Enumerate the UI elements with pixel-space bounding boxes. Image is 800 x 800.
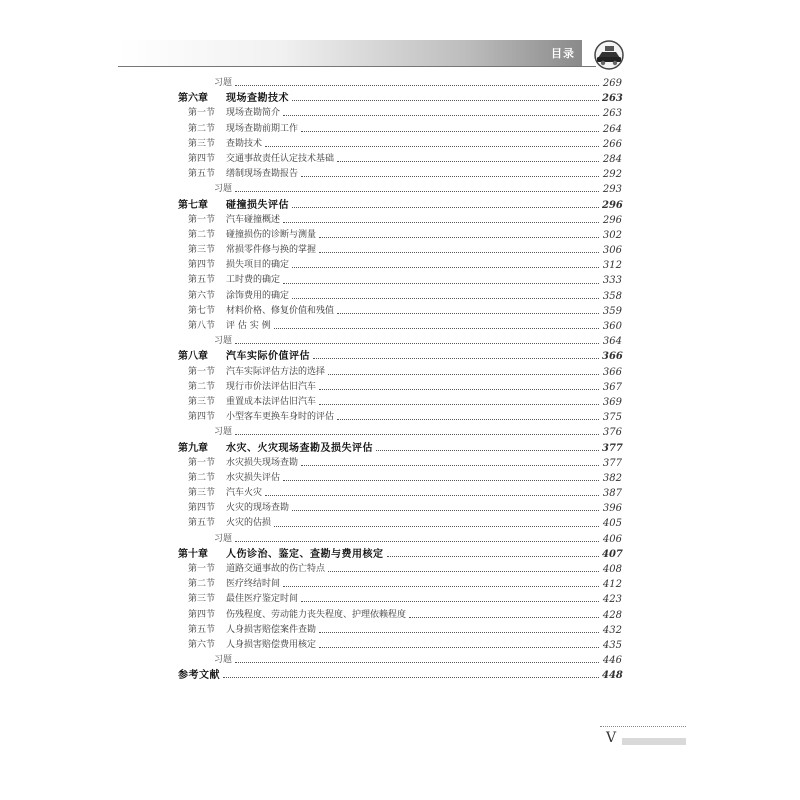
dot-leader	[319, 252, 599, 253]
toc-section-row	[178, 608, 622, 623]
dot-leader	[301, 465, 599, 466]
car-logo-icon	[592, 40, 626, 70]
dot-leader	[283, 586, 599, 587]
dot-leader	[235, 343, 599, 344]
dot-leader	[337, 419, 599, 420]
toc-chapter-row	[178, 441, 622, 456]
toc-entry-number: 第五节	[188, 518, 216, 529]
footer-dotted-rule	[600, 726, 686, 727]
dot-leader	[274, 526, 599, 527]
toc-entry-title: 习题	[214, 336, 233, 347]
toc-entry-title: 碰撞损伤的诊断与测量	[226, 229, 317, 240]
toc-entry-title: 习题	[214, 655, 233, 666]
toc-page-number: 364	[602, 336, 622, 348]
toc-entry-title: 缮制现场查勘报告	[226, 169, 299, 180]
dot-leader	[301, 176, 599, 177]
toc-section-row	[178, 137, 622, 152]
toc-entry-title: 道路交通事故的伤亡特点	[226, 564, 326, 574]
toc-section-row	[178, 562, 622, 577]
dot-leader	[223, 677, 599, 678]
toc-entry-number: 第三节	[188, 138, 216, 149]
toc-entry-number: 第三节	[188, 245, 216, 256]
toc-entry-title: 水灾损失评估	[226, 472, 281, 483]
toc-entry-number: 第二节	[188, 123, 216, 134]
toc-section-row	[178, 410, 622, 425]
toc-section-row	[178, 486, 622, 501]
toc-section-row	[178, 623, 622, 638]
dot-leader	[301, 601, 599, 602]
toc-entry-number: 第四节	[188, 412, 216, 423]
toc-page-number: 292	[602, 169, 622, 181]
dot-leader	[292, 207, 599, 208]
dot-leader	[235, 191, 599, 192]
toc-page-number: 293	[602, 184, 622, 196]
toc-entry-title: 汽车火灾	[226, 488, 263, 499]
toc-entry-number: 第二节	[188, 472, 216, 483]
toc-entry-number: 第八节	[188, 321, 216, 331]
toc-section-row	[178, 592, 622, 607]
toc-entry-title: 常损零件修与换的掌握	[226, 245, 317, 256]
toc-page-number: 428	[602, 609, 622, 621]
toc-page-number: 269	[602, 78, 622, 89]
dot-leader	[265, 146, 599, 147]
dot-leader	[235, 541, 599, 542]
toc-page-number: 284	[602, 153, 622, 165]
toc-entry-number: 第五节	[188, 169, 216, 180]
dot-leader	[319, 237, 599, 238]
dot-leader	[328, 571, 599, 572]
toc-section-row	[178, 638, 622, 653]
toc-entry-title: 人身损害赔偿案件查勘	[226, 624, 317, 635]
toc-entry-number: 第一节	[188, 214, 216, 225]
toc-page-number: 360	[602, 321, 622, 332]
toc-section-row	[178, 319, 622, 334]
toc-section-row	[178, 289, 622, 304]
toc-entry-title: 现场查勘前期工作	[226, 123, 299, 134]
toc-section-row	[178, 516, 622, 531]
toc-entry-number: 第三节	[188, 488, 216, 499]
toc-entry-title: 人身损害赔偿费用核定	[226, 639, 317, 650]
dot-leader	[235, 434, 599, 435]
page-number: V	[606, 730, 617, 746]
dot-leader	[319, 647, 599, 648]
toc-entry-number: 第四节	[188, 609, 216, 620]
toc-section-row	[178, 304, 622, 319]
table-of-contents	[178, 76, 622, 684]
toc-entry-title: 汽车实际价值评估	[226, 351, 310, 363]
toc-entry-title: 评 估 实 例	[226, 321, 271, 331]
toc-section-row	[178, 152, 622, 167]
toc-chapter-row	[178, 91, 622, 106]
toc-entry-number: 第一节	[188, 108, 216, 119]
toc-entry-title: 小型客车更换车身时的评估	[226, 412, 335, 423]
toc-entry-number: 第五节	[188, 624, 216, 635]
toc-page-number: 296	[602, 214, 622, 226]
toc-entry-title: 伤残程度、劳动能力丧失程度、护理依赖程度	[226, 609, 407, 620]
footer-bar	[622, 738, 686, 745]
toc-section-row	[178, 122, 622, 137]
dot-leader	[319, 389, 599, 390]
toc-section-row	[178, 243, 622, 258]
toc-entry-title: 现场查勘简介	[226, 108, 281, 119]
toc-entry-number: 第一节	[188, 457, 216, 468]
dot-leader	[301, 131, 599, 132]
toc-entry-number: 第五节	[188, 275, 216, 286]
toc-section-row	[178, 577, 622, 592]
toc-page-number: 405	[602, 518, 622, 530]
toc-page-number: 446	[602, 655, 622, 667]
toc-page-number: 375	[602, 412, 622, 424]
dot-leader	[292, 100, 599, 101]
toc-page-number: 382	[602, 472, 622, 484]
toc-page-number: 263	[602, 108, 622, 120]
toc-page-number: 367	[602, 381, 622, 393]
toc-entry-number: 第七章	[178, 199, 208, 211]
toc-page-number: 377	[602, 442, 623, 454]
toc-page-number: 412	[602, 579, 622, 591]
toc-entry-title: 人伤诊治、鉴定、查勘与费用核定	[226, 548, 384, 560]
dot-leader	[292, 510, 599, 511]
toc-page-number: 387	[602, 488, 622, 500]
toc-page-number: 333	[602, 275, 622, 287]
toc-page-number: 296	[602, 199, 623, 211]
toc-entry-number: 第六节	[188, 639, 216, 650]
toc-entry-title: 医疗终结时间	[226, 579, 281, 590]
toc-exercise-row	[178, 425, 622, 440]
dot-leader	[283, 115, 599, 116]
toc-entry-number: 第三节	[188, 396, 216, 407]
toc-exercise-row	[178, 76, 622, 91]
toc-section-row	[178, 471, 622, 486]
toc-entry-number: 第八章	[178, 351, 208, 363]
toc-section-row	[178, 106, 622, 121]
dot-leader	[313, 358, 599, 359]
page-header	[0, 40, 800, 70]
toc-entry-number: 第二节	[188, 229, 216, 240]
dot-leader	[283, 480, 599, 481]
toc-entry-number: 第六章	[178, 93, 208, 105]
dot-leader	[376, 450, 599, 451]
toc-entry-title: 习题	[214, 427, 233, 438]
toc-entry-title: 参考文献	[178, 670, 220, 682]
toc-entry-title: 汽车碰撞概述	[226, 214, 281, 225]
toc-entry-number: 第二节	[188, 381, 216, 392]
dot-leader	[319, 404, 599, 405]
toc-section-row	[178, 167, 622, 182]
toc-entry-title: 材料价格、修复价值和残值	[226, 305, 335, 316]
toc-entry-number: 第二节	[188, 579, 216, 590]
toc-chapter-row	[178, 668, 622, 683]
toc-page-number: 264	[602, 123, 622, 135]
toc-chapter-row	[178, 547, 622, 562]
toc-exercise-row	[178, 182, 622, 197]
dot-leader	[292, 267, 599, 268]
toc-entry-title: 工时费的确定	[226, 275, 281, 286]
toc-section-row	[178, 395, 622, 410]
dot-leader	[283, 283, 599, 284]
toc-entry-number: 第一节	[188, 366, 216, 377]
dot-leader	[265, 495, 599, 496]
toc-entry-title: 查勘技术	[226, 138, 263, 149]
toc-page-number: 358	[602, 290, 622, 302]
toc-entry-number: 第六节	[188, 290, 216, 301]
toc-entry-number: 第四节	[188, 503, 216, 514]
toc-page-number: 377	[602, 457, 622, 469]
dot-leader	[409, 617, 599, 618]
toc-entry-title: 习题	[214, 533, 233, 544]
toc-entry-number: 第七节	[188, 305, 216, 316]
toc-page-number: 306	[602, 245, 622, 257]
dot-leader	[292, 298, 599, 299]
toc-page-number: 366	[602, 351, 623, 363]
toc-entry-number: 第三节	[188, 594, 216, 605]
toc-page-number: 408	[602, 564, 622, 575]
toc-page-number: 432	[602, 624, 622, 636]
toc-section-row	[178, 380, 622, 395]
toc-entry-title: 汽车实际评估方法的选择	[226, 366, 326, 377]
toc-page-number: 266	[602, 138, 622, 150]
toc-page-number: 435	[602, 639, 622, 651]
toc-page-number: 407	[602, 548, 623, 560]
toc-section-row	[178, 213, 622, 228]
toc-entry-title: 交通事故责任认定技术基础	[226, 153, 335, 164]
dot-leader	[235, 662, 599, 663]
toc-entry-number: 第九章	[178, 442, 208, 454]
header-title: 目录	[551, 47, 575, 60]
toc-entry-title: 水灾损失现场查勘	[226, 457, 299, 468]
toc-exercise-row	[178, 334, 622, 349]
toc-chapter-row	[178, 349, 622, 364]
header-rule	[118, 66, 596, 67]
toc-section-row	[178, 258, 622, 273]
toc-entry-number: 第一节	[188, 564, 216, 574]
dot-leader	[319, 632, 599, 633]
toc-page-number: 406	[602, 533, 622, 545]
toc-exercise-row	[178, 653, 622, 668]
toc-section-row	[178, 501, 622, 516]
dot-leader	[283, 222, 599, 223]
toc-entry-title: 火灾的估损	[226, 518, 272, 529]
toc-entry-title: 损失项目的确定	[226, 260, 290, 271]
toc-page-number: 448	[602, 670, 623, 682]
toc-entry-title: 习题	[214, 184, 233, 195]
toc-section-row	[178, 365, 622, 380]
dot-leader	[387, 556, 600, 557]
toc-page-number: 396	[602, 503, 622, 515]
toc-section-row	[178, 456, 622, 471]
toc-section-row	[178, 273, 622, 288]
dot-leader	[337, 313, 599, 314]
toc-page-number: 376	[602, 427, 622, 439]
header-gradient-bar	[118, 40, 582, 66]
toc-entry-title: 火灾的现场查勘	[226, 503, 290, 514]
toc-chapter-row	[178, 198, 622, 213]
dot-leader	[235, 85, 599, 86]
toc-page-number: 263	[602, 93, 623, 105]
toc-entry-title: 最佳医疗鉴定时间	[226, 594, 299, 605]
toc-entry-title: 现场查勘技术	[226, 93, 289, 105]
toc-section-row	[178, 228, 622, 243]
toc-page-number: 423	[602, 594, 622, 606]
toc-page-number: 366	[602, 366, 622, 378]
toc-entry-title: 重置成本法评估旧汽车	[226, 396, 317, 407]
toc-page-number: 302	[602, 229, 622, 241]
dot-leader	[337, 161, 599, 162]
dot-leader	[274, 328, 599, 329]
toc-page-number: 369	[602, 396, 622, 408]
dot-leader	[328, 374, 599, 375]
toc-entry-title: 习题	[214, 78, 233, 88]
toc-entry-number: 第四节	[188, 260, 216, 271]
toc-entry-title: 涂饰费用的确定	[226, 290, 290, 301]
toc-entry-number: 第四节	[188, 153, 216, 164]
toc-page-number: 312	[602, 260, 622, 272]
toc-entry-title: 现行市价法评估旧汽车	[226, 381, 317, 392]
toc-entry-title: 水灾、火灾现场查勘及损失评估	[226, 442, 373, 454]
toc-entry-title: 碰撞损失评估	[226, 199, 289, 211]
toc-exercise-row	[178, 532, 622, 547]
toc-page-number: 359	[602, 305, 622, 317]
toc-entry-number: 第十章	[178, 548, 208, 560]
